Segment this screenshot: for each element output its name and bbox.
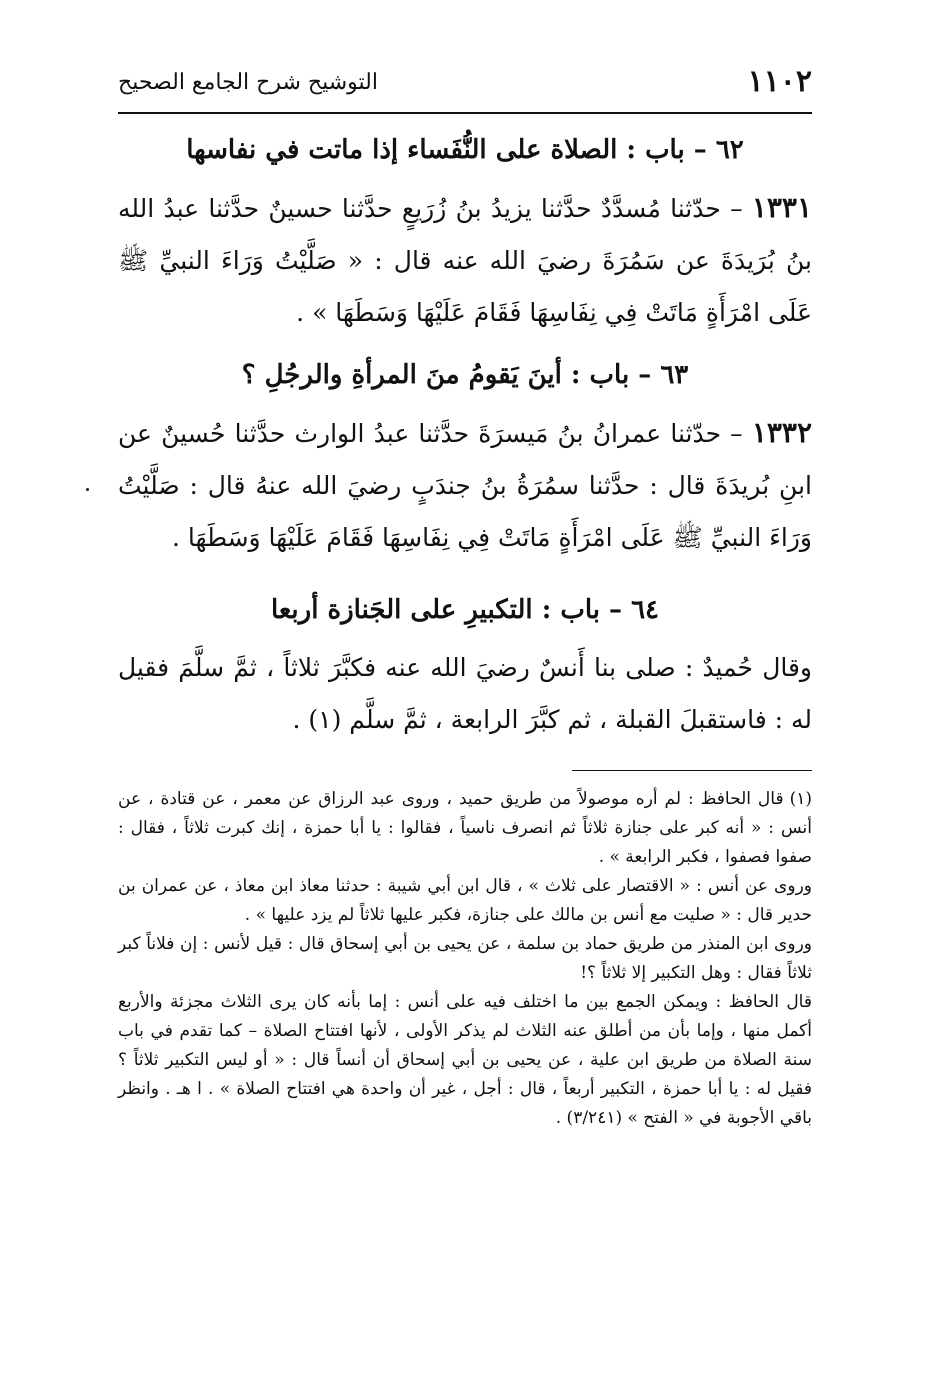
footnote-paragraph: وروى عن أنس : « الاقتصار على ثلاث » ، قال ابن أبي شيبة : حدثنا معاذ ابن معاذ ، عن عمران بن حدير قال : « صليت مع أنس بن مالك على جنازة، فكبر عليها ثلاثاً لم يزد عليها » . [118,876,812,925]
footnote-paragraph: قال الحافظ : ويمكن الجمع بين ما اختلف فيه على أنس : إما بأنه كان يرى الثلاث مجزئة والأربع أكمل منها ، وإما بأن من أطلق عنه الثلاث لم يذكر الأولى ، لأنها افتتاح الصلاة – كما تقدم في باب سنة الصلاة من طريق ابن علية ، عن يحيى بن أبي إسحاق أن أنساً قال : « أو ليس التكبير ثلاثاً ؟ فقيل له : يا أبا حمزة ، التكبير أربعاً ، قال : أجل ، غير أن واحدة هي افتتاح الصلاة » . ا هـ . وانظر باقي الأجوبة في « الفتح » (٣/٢٤١) . [118,992,812,1128]
footnote-text: قال الحافظ : لم أره موصولاً من طريق حميد ، وروى عبد الرزاق عن معمر ، عن قتادة ، عن أنس : « أنه كبر على جنازة ثلاثاً ثم انصرف ناسياً ، فقالوا : يا أبا حمزة ، إنك كبرت ثلاثاً ، فقال : صفوا فصفوا ، فكبر الرابعة » . [118,789,812,867]
book-page [118,60,812,1133]
chapter-heading-62: ٦٢ – باب : الصلاة على النُّفَساء إذا ماتت في نفاسها [186,135,744,165]
hadith-text: – حدّثنا مُسدَّدٌ حدَّثنا يزيدُ بنُ زُرَيعٍ حدَّثنا حسينٌ حدَّثنا عبدُ الله بنُ بُرَيدَةَ عن سَمُرَةَ رضيَ الله عنه قال : « صَلَّيْتُ وَرَاءَ النبيِّ ﷺ عَلَى امْرَأَةٍ مَاتَتْ فِي نِفَاسِهَا فَقَامَ عَلَيْهَا وَسَطَهَا » . [118,194,812,327]
footnote-rule [572,770,812,771]
footnote [118,785,812,1133]
chapter-heading-64: ٦٤ – باب : التكبيرِ على الجَنازة أربعا [270,595,660,625]
chapter-heading-63: ٦٣ – باب : أينَ يَقومُ منَ المرأةِ والرجُلِ ؟ [241,360,689,390]
scan-speck [86,488,89,491]
hadith-number: ١٣٣١ [751,191,812,224]
hadith-1331 [118,182,812,339]
footnote-paragraph [118,785,812,872]
page-number: ١١٠٢ [747,64,812,99]
footnote-paragraph: وروى ابن المنذر من طريق حماد بن سلمة ، عن يحيى بن أبي إسحاق قال : قيل لأنس : إن فلاناً كبر ثلاثاً فقال : وهل التكبير إلا ثلاثاً ؟! [118,934,812,983]
running-header [118,60,812,112]
header-rule [118,112,812,114]
hadith-text: – حدّثنا عمرانُ بنُ مَيسرَةَ حدَّثنا عبدُ الوارث حدَّثنا حُسينٌ عن ابنِ بُريدَةَ قال : حدَّثنا سمُرَةُ بنُ جندَبٍ رضيَ الله عنهُ قال : صَلَّيْتُ وَرَاءَ النبيِّ ﷺ عَلَى امْرَأَةٍ مَاتَتْ فِي نِفَاسِهَا فَقَامَ عَلَيْهَا وَسَطَهَا . [118,419,812,552]
hadith-1332 [118,407,812,564]
footnote-marker: (١) [789,789,812,809]
hadith-number: ١٣٣٢ [751,416,812,449]
running-title: التوشيح شرح الجامع الصحيح [118,70,378,95]
section-64-text: وقال حُميدٌ : صلى بنا أَنسٌ رضيَ الله عنه فكبَّرَ ثلاثاً ، ثمَّ سلَّمَ فقيل له : فاستقبلَ القبلة ، ثم كبَّرَ الرابعة ، ثمَّ سلَّم (١) . [118,653,812,734]
